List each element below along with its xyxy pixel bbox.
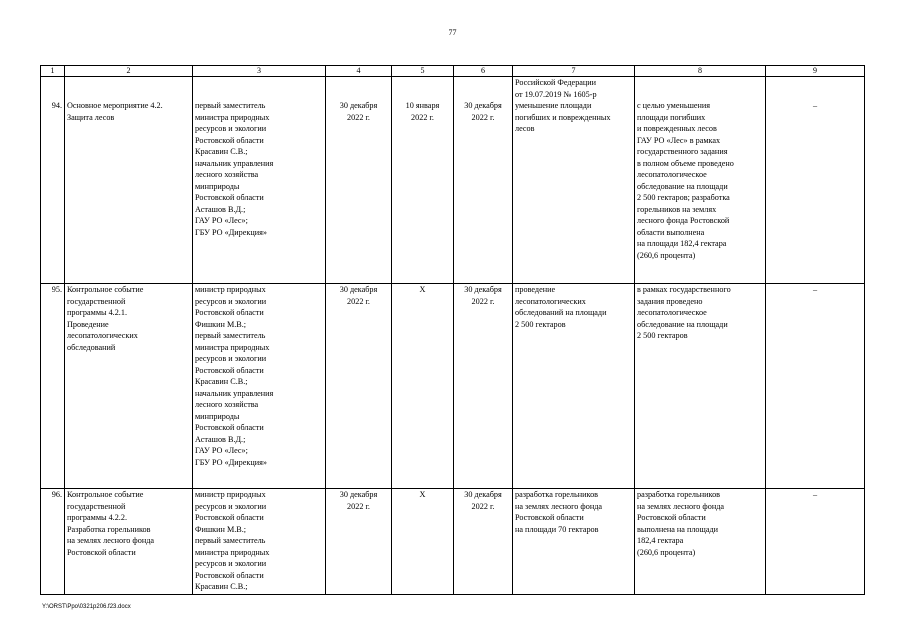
actual-result: в рамках государственного задания проведено лесопатологическое обследование на площади 2 500 гектаров [635, 284, 766, 489]
responsible: министр природных ресурсов и экологии Ростовской области Фишкин М.В.; первый заместитель министра природных ресурсов и экологии Ростовской области Красавин С.В.; начальник управления лесного хозяйства минприроды Ростовской области Асташов В.Д.; ГАУ РО «Лес»; ГБУ РО «Дирекция» [193, 284, 326, 489]
event-name: Контрольное событие государственной программы 4.2.2. Разработка горельников на землях лесного фонда Ростовской области [65, 489, 193, 595]
row-number: 94. [41, 77, 65, 284]
start-date: Х [392, 284, 454, 489]
event-name: Основное мероприятие 4.2. Защита лесов [65, 77, 193, 284]
actual-result: разработка горельников на землях лесного фонда Ростовской области выполнена на площади 182,4 гектара (260,6 процента) [635, 489, 766, 595]
header-cell: 3 [193, 66, 326, 77]
header-cell: 4 [326, 66, 392, 77]
footer-file-path: Y:\ORST\Ppo\0321p206.f23.docx [42, 604, 131, 610]
reasons: – [766, 77, 865, 284]
header-cell: 1 [41, 66, 65, 77]
actual-result: с целью уменьшения площади погибших и поврежденных лесов ГАУ РО «Лес» в рамках государственного задания в полном объеме проведено лесопатологическое обследование на площади 2 500 гектаров; разработка горельников на землях лесного фонда Ростовской области выполнена на площади 182,4 гектара (260,6 процента) [635, 77, 766, 284]
row-number: 95. [41, 284, 65, 489]
plan-date: 30 декабря 2022 г. [326, 489, 392, 595]
plan-result: проведение лесопатологических обследований на площади 2 500 гектаров [513, 284, 635, 489]
end-date: 30 декабря 2022 г. [454, 77, 513, 284]
page-number: 77 [448, 28, 457, 37]
event-name: Контрольное событие государственной программы 4.2.1. Проведение лесопатологических обследований [65, 284, 193, 489]
header-cell: 7 [513, 66, 635, 77]
plan-date: 30 декабря 2022 г. [326, 284, 392, 489]
responsible: первый заместитель министра природных ресурсов и экологии Ростовской области Красавин С.В.; начальник управления лесного хозяйства минприроды Ростовской области Асташов В.Д.; ГАУ РО «Лес»; ГБУ РО «Дирекция» [193, 77, 326, 284]
start-date: 10 января 2022 г. [392, 77, 454, 284]
report-table [40, 65, 865, 595]
header-cell: 2 [65, 66, 193, 77]
end-date: 30 декабря 2022 г. [454, 284, 513, 489]
row-number: 96. [41, 489, 65, 595]
plan-result: разработка горельников на землях лесного фонда Ростовской области на площади 70 гектаров [513, 489, 635, 595]
header-cell: 8 [635, 66, 766, 77]
reasons: – [766, 489, 865, 595]
plan-result: Российской Федерации от 19.07.2019 № 1605-р уменьшение площади погибших и поврежденных лесов [513, 77, 635, 284]
end-date: 30 декабря 2022 г. [454, 489, 513, 595]
reasons: – [766, 284, 865, 489]
table-row [41, 77, 865, 284]
start-date: Х [392, 489, 454, 595]
responsible: министр природных ресурсов и экологии Ростовской области Фишкин М.В.; первый заместитель министра природных ресурсов и экологии Ростовской области Красавин С.В.; [193, 489, 326, 595]
table-row [41, 489, 865, 595]
table-row [41, 284, 865, 489]
header-row [41, 66, 865, 77]
header-cell: 6 [454, 66, 513, 77]
header-cell: 5 [392, 66, 454, 77]
plan-date: 30 декабря 2022 г. [326, 77, 392, 284]
header-cell: 9 [766, 66, 865, 77]
